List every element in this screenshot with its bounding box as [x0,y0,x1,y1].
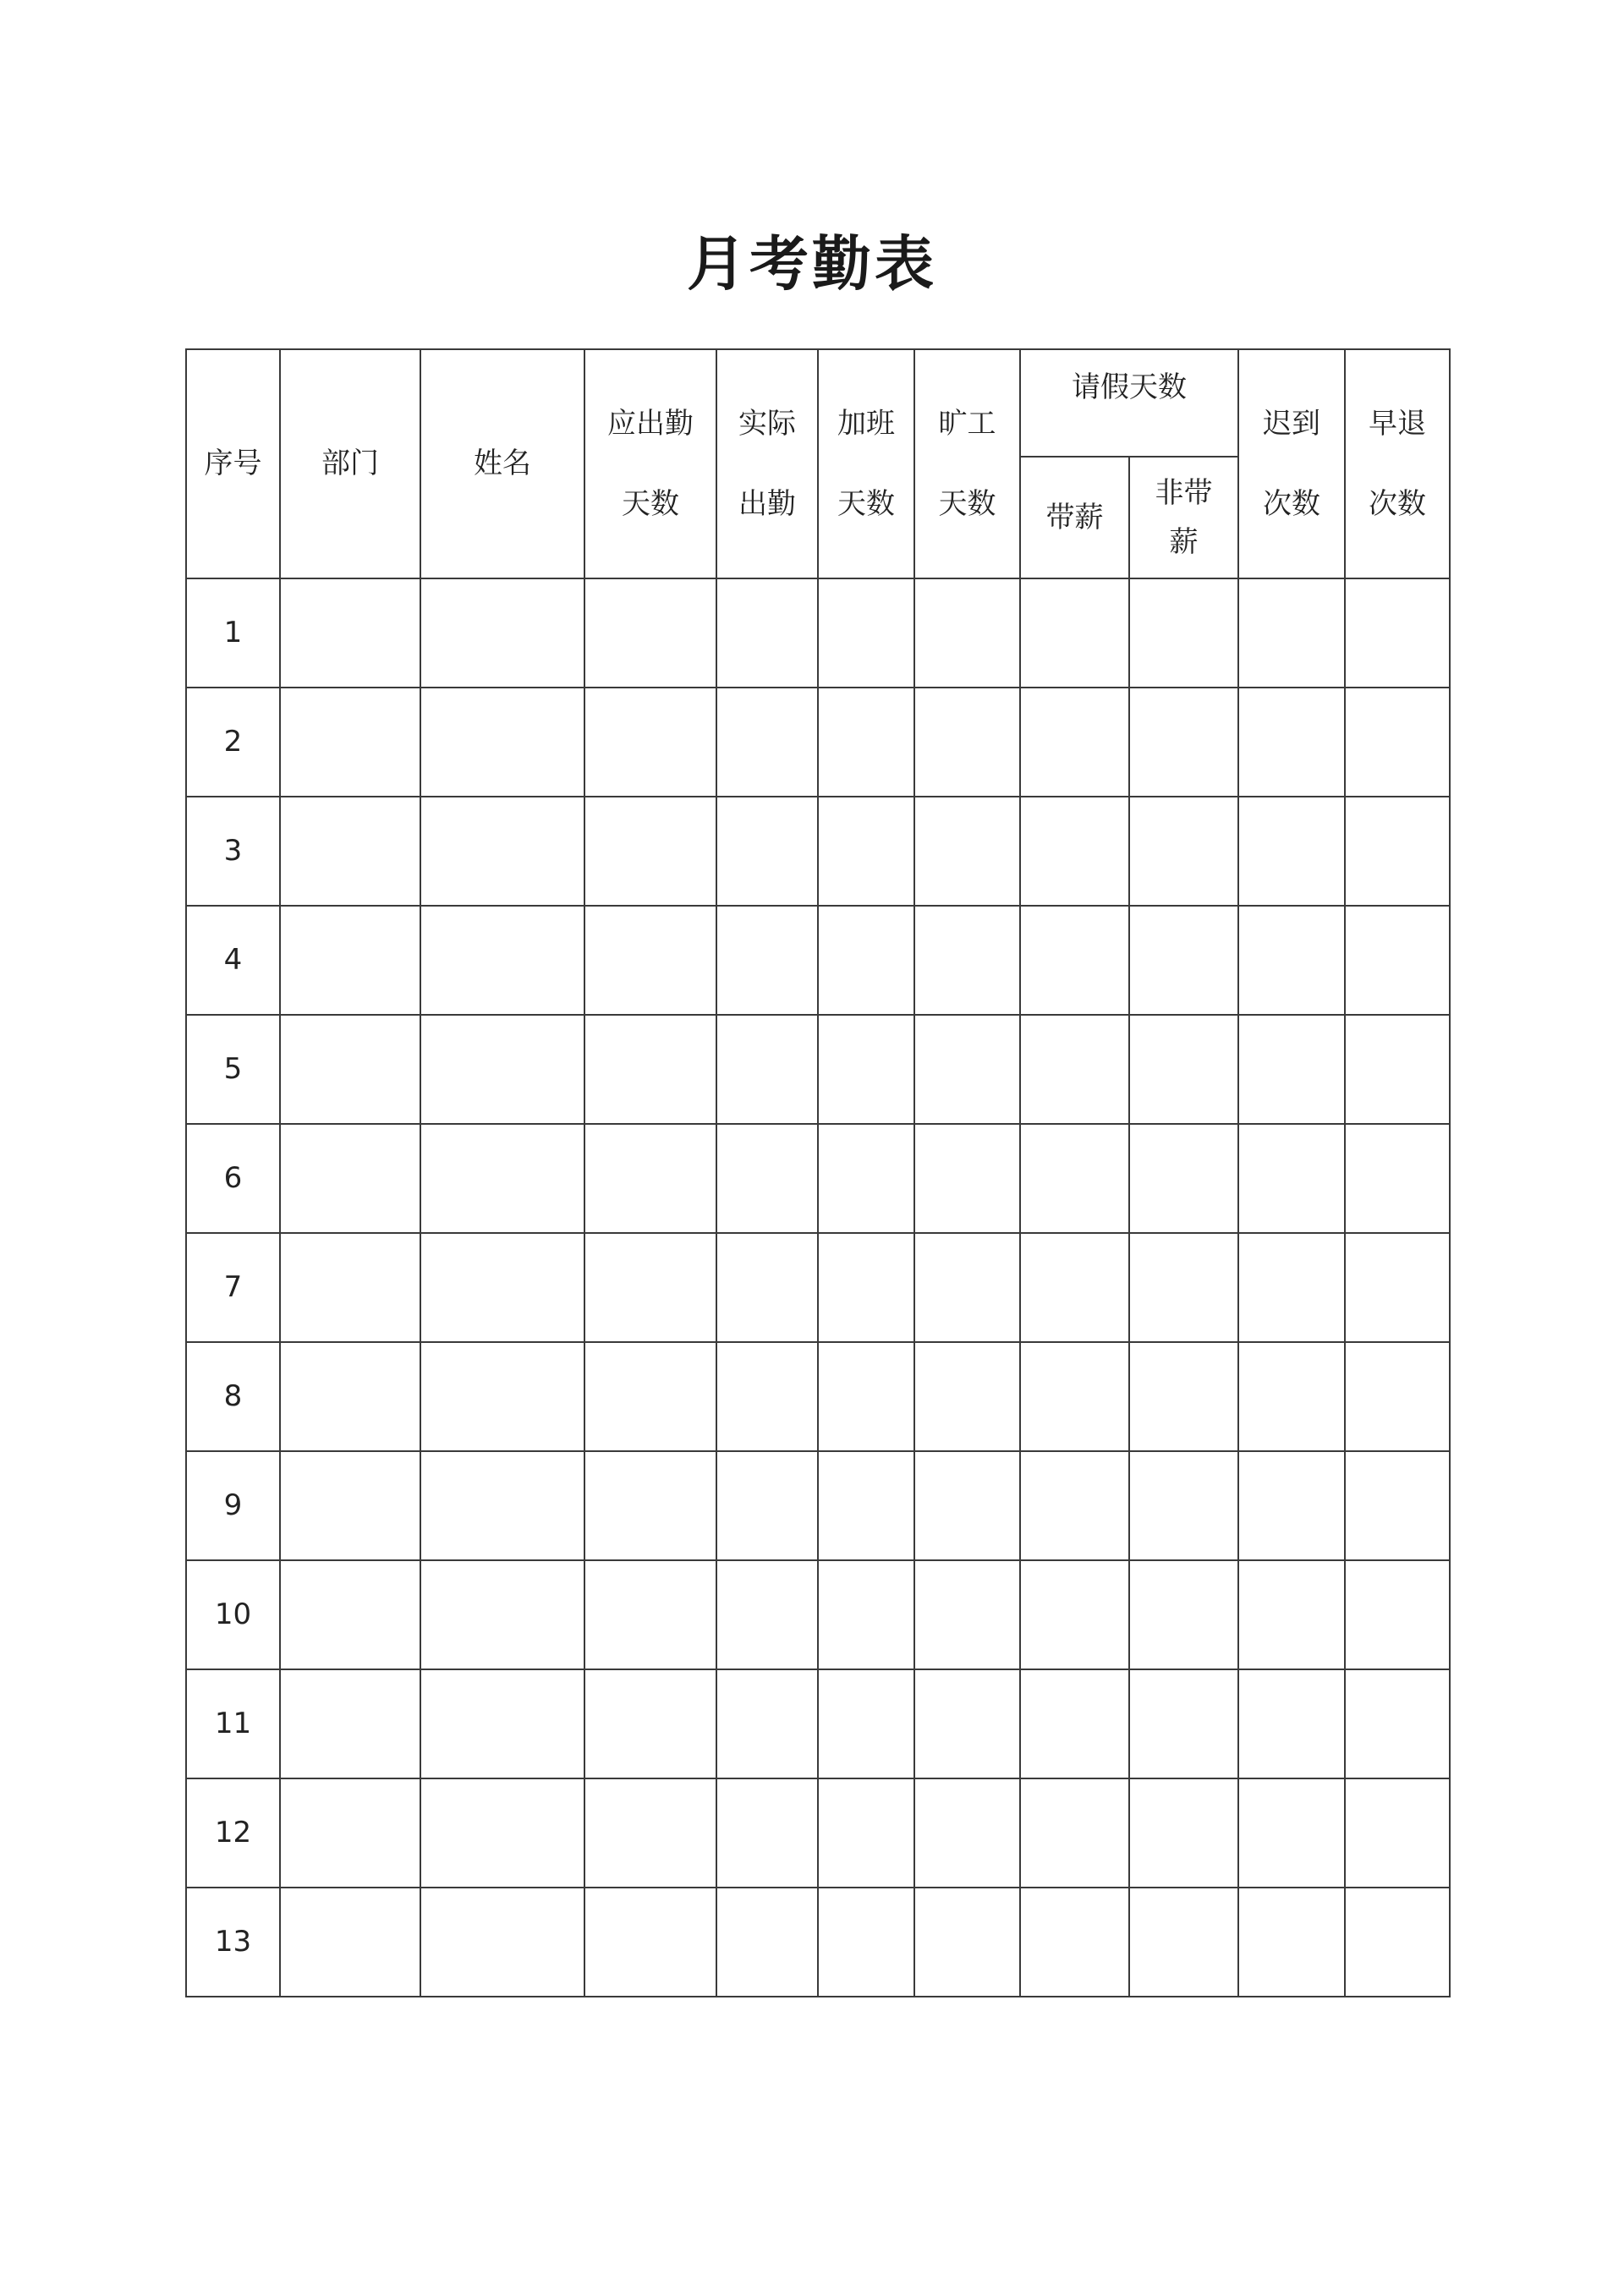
table-cell[interactable] [914,906,1020,1015]
header-early-line1: 早退 [1369,407,1426,441]
table-cell[interactable] [1238,1233,1345,1342]
table-cell[interactable] [1020,1342,1129,1451]
table-cell[interactable] [1129,906,1238,1015]
table-cell[interactable] [1345,1233,1450,1342]
table-cell[interactable] [420,1124,584,1233]
table-cell[interactable] [1345,688,1450,797]
row-seq-number: 6 [186,1124,280,1233]
table-cell[interactable] [716,1560,818,1669]
table-cell[interactable] [1345,1669,1450,1778]
table-cell[interactable] [818,1560,914,1669]
table-cell[interactable] [420,1342,584,1451]
table-cell[interactable] [280,1233,420,1342]
table-cell[interactable] [1345,1124,1450,1233]
table-cell[interactable] [914,688,1020,797]
table-row [186,1015,1450,1124]
table-cell[interactable] [584,688,716,797]
table-cell[interactable] [716,1778,818,1888]
row-seq-number: 9 [186,1451,280,1560]
table-row [186,1342,1450,1451]
table-cell[interactable] [914,1124,1020,1233]
table-cell[interactable] [1238,578,1345,688]
table-cell[interactable] [1020,906,1129,1015]
table-cell[interactable] [1129,1778,1238,1888]
header-absent-line2: 天数 [938,486,996,521]
table-cell[interactable] [280,1015,420,1124]
table-cell[interactable] [1129,1342,1238,1451]
table-cell[interactable] [420,1451,584,1560]
row-seq-number: 10 [186,1560,280,1669]
table-cell[interactable] [584,1124,716,1233]
table-cell[interactable] [1345,1342,1450,1451]
table-cell[interactable] [420,688,584,797]
table-row [186,797,1450,906]
table-cell[interactable] [584,1669,716,1778]
row-seq-number: 4 [186,906,280,1015]
table-cell[interactable] [716,1233,818,1342]
table-cell[interactable] [1345,906,1450,1015]
table-cell[interactable] [818,1778,914,1888]
table-cell[interactable] [280,1560,420,1669]
table-row [186,906,1450,1015]
table-cell[interactable] [1020,1124,1129,1233]
table-cell[interactable] [914,1342,1020,1451]
table-cell[interactable] [1238,1888,1345,1997]
header-leave-paid: 带薪 [1020,457,1129,578]
header-early-leave-count [1345,349,1450,578]
table-cell[interactable] [1129,797,1238,906]
table-cell[interactable] [1238,1124,1345,1233]
table-cell[interactable] [1238,1669,1345,1778]
table-cell[interactable] [1345,1888,1450,1997]
table-cell[interactable] [1129,1124,1238,1233]
table-row [186,578,1450,688]
row-seq-number: 11 [186,1669,280,1778]
table-cell[interactable] [280,1669,420,1778]
table-cell[interactable] [280,688,420,797]
table-cell[interactable] [1129,1233,1238,1342]
header-overtime-line2: 天数 [837,486,895,521]
table-cell[interactable] [716,1451,818,1560]
header-late-line1: 迟到 [1263,407,1320,441]
row-seq-number: 7 [186,1233,280,1342]
row-seq-number: 8 [186,1342,280,1451]
row-seq-number: 5 [186,1015,280,1124]
table-cell[interactable] [1238,1778,1345,1888]
table-cell[interactable] [818,1669,914,1778]
table-cell[interactable] [914,1888,1020,1997]
table-cell[interactable] [818,578,914,688]
table-cell[interactable] [584,1342,716,1451]
header-seq: 序号 [186,349,280,578]
table-cell[interactable] [280,906,420,1015]
table-cell[interactable] [280,1778,420,1888]
table-cell[interactable] [584,1015,716,1124]
row-seq-number: 12 [186,1778,280,1888]
table-cell[interactable] [1020,1778,1129,1888]
header-row-1 [186,349,1450,457]
table-cell[interactable] [420,1888,584,1997]
table-cell[interactable] [1345,1560,1450,1669]
table-cell[interactable] [914,578,1020,688]
table-cell[interactable] [914,1015,1020,1124]
header-dept: 部门 [280,349,420,578]
table-row [186,688,1450,797]
table-cell[interactable] [584,1560,716,1669]
header-leave-unpaid-label: 非带薪 [1155,476,1213,559]
table-cell[interactable] [914,1778,1020,1888]
table-cell[interactable] [1345,1451,1450,1560]
table-cell[interactable] [1238,1451,1345,1560]
table-cell[interactable] [1238,797,1345,906]
header-absent-line1: 旷工 [938,407,996,441]
header-expected-days-line2: 天数 [622,486,679,521]
table-cell[interactable] [1238,688,1345,797]
table-cell[interactable] [584,1233,716,1342]
table-cell[interactable] [818,1451,914,1560]
table-cell[interactable] [818,1342,914,1451]
table-cell[interactable] [420,1233,584,1342]
table-cell[interactable] [716,578,818,688]
table-cell[interactable] [584,1451,716,1560]
table-cell[interactable] [716,1015,818,1124]
table-cell[interactable] [1129,1888,1238,1997]
table-cell[interactable] [1345,1778,1450,1888]
table-cell[interactable] [914,1669,1020,1778]
table-cell[interactable] [716,1342,818,1451]
table-row [186,1888,1450,1997]
table-cell[interactable] [280,1124,420,1233]
row-seq-number: 13 [186,1888,280,1997]
table-cell[interactable] [584,1778,716,1888]
header-name: 姓名 [420,349,584,578]
table-row [186,1233,1450,1342]
table-cell[interactable] [1238,1342,1345,1451]
table-cell[interactable] [420,1778,584,1888]
table-cell[interactable] [1020,1669,1129,1778]
table-row [186,1451,1450,1560]
row-seq-number: 1 [186,578,280,688]
table-cell[interactable] [1129,1015,1238,1124]
table-cell[interactable] [1020,1451,1129,1560]
table-cell[interactable] [914,1451,1020,1560]
table-cell[interactable] [818,1124,914,1233]
table-cell[interactable] [420,906,584,1015]
row-seq-number: 3 [186,797,280,906]
table-cell[interactable] [584,906,716,1015]
header-early-line2: 次数 [1369,486,1426,521]
table-cell[interactable] [1129,1669,1238,1778]
table-cell[interactable] [420,1560,584,1669]
table-row [186,1560,1450,1669]
table-cell[interactable] [716,1888,818,1997]
table-cell[interactable] [420,578,584,688]
table-cell[interactable] [280,797,420,906]
table-cell[interactable] [818,1888,914,1997]
table-cell[interactable] [914,1233,1020,1342]
page-title: 月考勤表 [687,229,937,299]
table-cell[interactable] [1020,797,1129,906]
attendance-table [185,348,1451,1997]
row-seq-number: 2 [186,688,280,797]
table-cell[interactable] [818,688,914,797]
table-cell[interactable] [1020,1233,1129,1342]
table-cell[interactable] [1345,797,1450,906]
table-cell[interactable] [716,688,818,797]
header-leave-unpaid [1129,457,1238,578]
header-actual-attendance [716,349,818,578]
header-expected-days [584,349,716,578]
header-overtime-line1: 加班 [837,407,895,441]
table-cell[interactable] [280,1451,420,1560]
table-cell[interactable] [716,1669,818,1778]
table-cell[interactable] [1020,578,1129,688]
table-cell[interactable] [1129,578,1238,688]
header-overtime-days [818,349,914,578]
table-cell[interactable] [420,797,584,906]
header-late-line2: 次数 [1263,486,1320,521]
header-actual-line1: 实际 [738,407,796,441]
table-cell[interactable] [818,1015,914,1124]
table-cell[interactable] [1020,1015,1129,1124]
table-cell[interactable] [420,1015,584,1124]
table-cell[interactable] [584,797,716,906]
table-cell[interactable] [1020,1560,1129,1669]
table-cell[interactable] [1020,688,1129,797]
table-cell[interactable] [1020,1888,1129,1997]
table-cell[interactable] [584,578,716,688]
header-actual-line2: 出勤 [738,486,796,521]
table-cell[interactable] [716,1124,818,1233]
table-cell[interactable] [914,1560,1020,1669]
table-row [186,1778,1450,1888]
table-cell[interactable] [1238,1015,1345,1124]
table-cell[interactable] [1345,578,1450,688]
table-cell[interactable] [818,797,914,906]
header-expected-days-line1: 应出勤 [607,407,694,441]
table-cell[interactable] [914,797,1020,906]
table-cell[interactable] [280,578,420,688]
table-row [186,1669,1450,1778]
table-cell[interactable] [818,1233,914,1342]
header-late-count [1238,349,1345,578]
header-leave-days: 请假天数 [1020,349,1238,457]
table-row [186,1124,1450,1233]
table-cell[interactable] [420,1669,584,1778]
table-cell[interactable] [1129,1451,1238,1560]
table-cell[interactable] [1129,1560,1238,1669]
table-cell[interactable] [584,1888,716,1997]
table-cell[interactable] [280,1888,420,1997]
table-cell[interactable] [280,1342,420,1451]
header-absent-days [914,349,1020,578]
table-cell[interactable] [818,906,914,1015]
table-cell[interactable] [1238,1560,1345,1669]
table-cell[interactable] [716,797,818,906]
table-cell[interactable] [716,906,818,1015]
table-cell[interactable] [1238,906,1345,1015]
table-cell[interactable] [1129,688,1238,797]
table-cell[interactable] [1345,1015,1450,1124]
